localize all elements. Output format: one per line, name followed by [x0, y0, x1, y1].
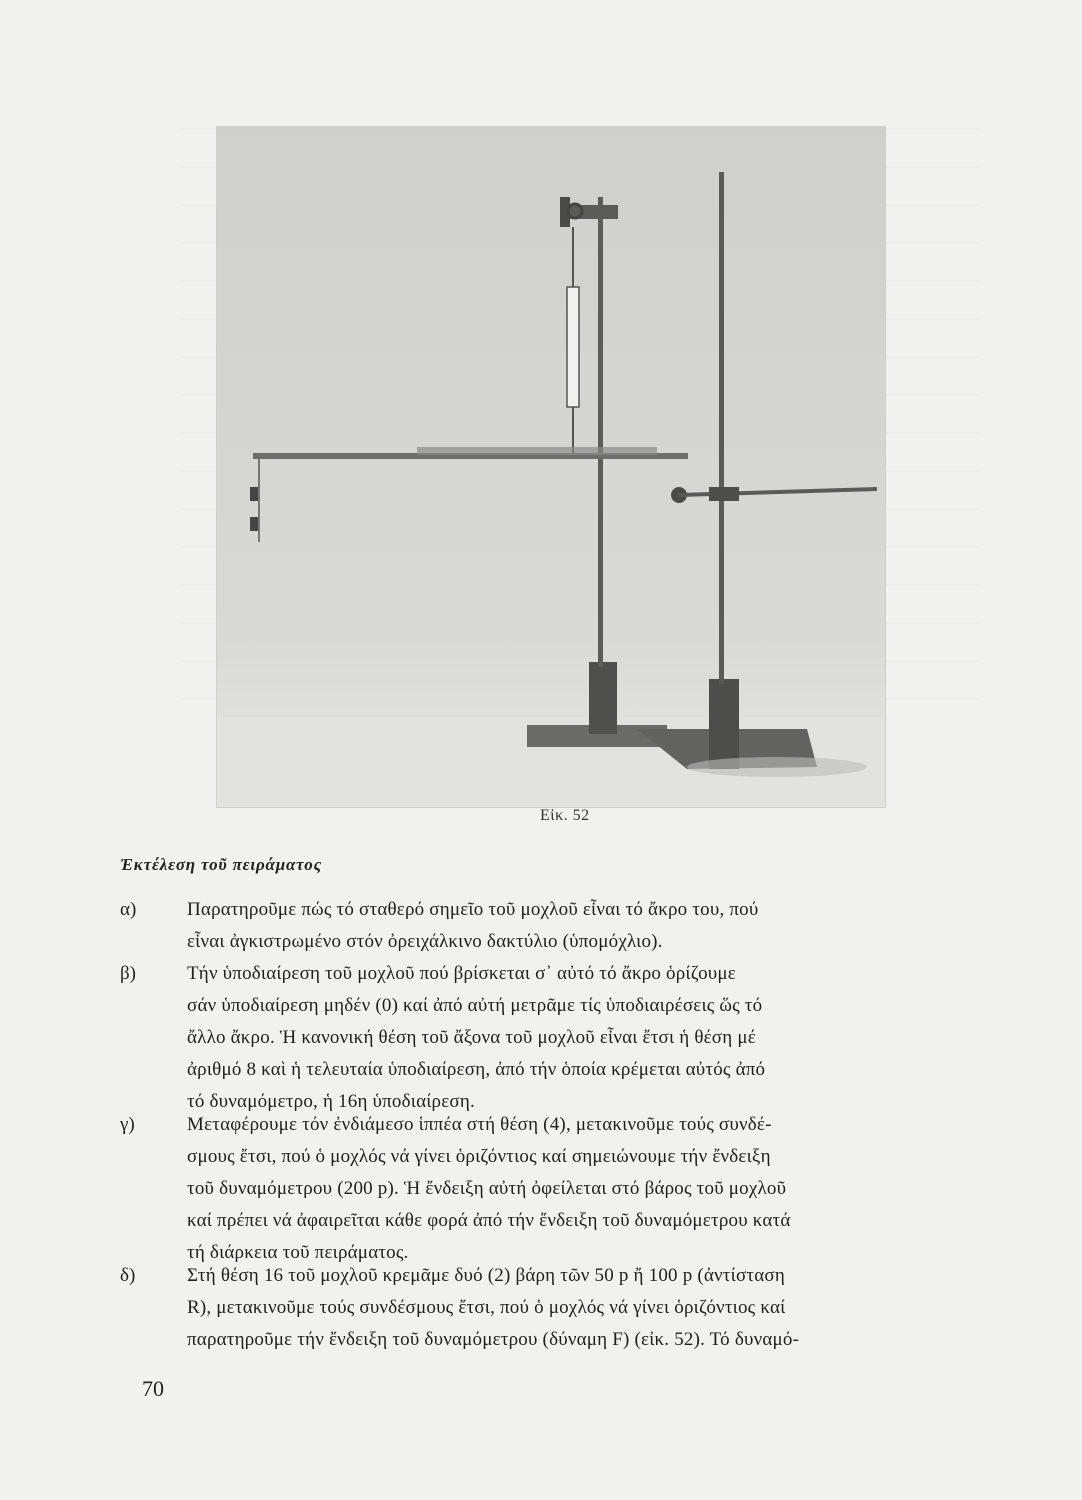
text-line: τοῦ δυναμόμετρου (200 p). Ἡ ἔνδειξη αὐτή ὀφείλεται στό βάρος τοῦ μοχλοῦ [187, 1178, 787, 1199]
section-heading: Ἐκτέλεση τοῦ πειράματος [120, 855, 322, 874]
list-item-label: δ) [120, 1265, 136, 1286]
text-line: Μεταφέρουμε τόν ἐνδιάμεσο ἱππέα στή θέση (4), μετακινοῦμε τούς συνδέ- [187, 1114, 772, 1135]
text-line: σάν ὑποδιαίρεση μηδέν (0) καί ἀπό αὐτή μετρᾶμε τίς ὑποδιαιρέσεις ὥς τό [187, 995, 763, 1016]
list-item-label: γ) [120, 1114, 135, 1135]
dynamometer [567, 287, 579, 407]
text-line: ἀριθμό 8 καὶ ἡ τελευταία ὑποδιαίρεση, ἀπό τήν ὁποία κρέμεται αὐτός ἀπό [187, 1059, 766, 1080]
text-line: σμους ἔτσι, πού ὁ μοχλός νά γίνει ὁριζόντιος καί σημειώνουμε τήν ἔνδειξη [187, 1146, 771, 1167]
list-item-label: β) [120, 963, 136, 984]
text-line: ἄλλο ἄκρο. Ἡ κανονική θέση τοῦ ἄξονα τοῦ μοχλοῦ εἶναι ἔτσι ἡ θέση μέ [187, 1027, 756, 1048]
figure-photo [216, 126, 886, 808]
page-number: 70 [142, 1376, 164, 1401]
text-line: Παρατηροῦμε πώς τό σταθερό σημεῖο τοῦ μοχλοῦ εἶναι τό ἄκρο του, πού [187, 899, 759, 920]
left-rod [598, 197, 603, 667]
text-line: Τήν ὑποδιαίρεση τοῦ μοχλοῦ πού βρίσκεται σ᾿ αὐτό τό ἄκρο ὁρίζουμε [187, 963, 736, 984]
right-rod [719, 172, 724, 684]
apparatus-illustration [217, 127, 885, 807]
text-line: Στή θέση 16 τοῦ μοχλοῦ κρεμᾶμε δυό (2) βάρη τῶν 50 p ἤ 100 p (ἀντίσταση [187, 1265, 785, 1286]
text-line: παρατηροῦμε τήν ἔνδειξη τοῦ δυναμόμετρου (δύναμη F) (εἰκ. 52). Τό δυναμό- [187, 1329, 800, 1350]
text-line: τό δυναμόμετρο, ἡ 16η ὑποδιαίρεση. [187, 1091, 475, 1112]
text-line: καί πρέπει νά ἀφαιρεῖται κάθε φορά ἀπό τήν ἔνδειξη τοῦ δυναμόμετρου κατά [187, 1210, 791, 1231]
figure-caption: Εἰκ. 52 [540, 807, 590, 824]
list-item-label: α) [120, 899, 137, 920]
weight-2 [250, 517, 258, 531]
text-line: εἶναι ἀγκιστρωμένο στόν ὀρειχάλκινο δακτύλιο (ὑπομόχλιο). [187, 931, 663, 952]
weight-1 [250, 487, 258, 501]
text-line: R), μετακινοῦμε τούς συνδέσμους ἔτσι, πού ὁ μοχλός νά γίνει ὁριζόντιος καί [187, 1297, 786, 1318]
text-line: τή διάρκεια τοῦ πειράματος. [187, 1242, 409, 1263]
